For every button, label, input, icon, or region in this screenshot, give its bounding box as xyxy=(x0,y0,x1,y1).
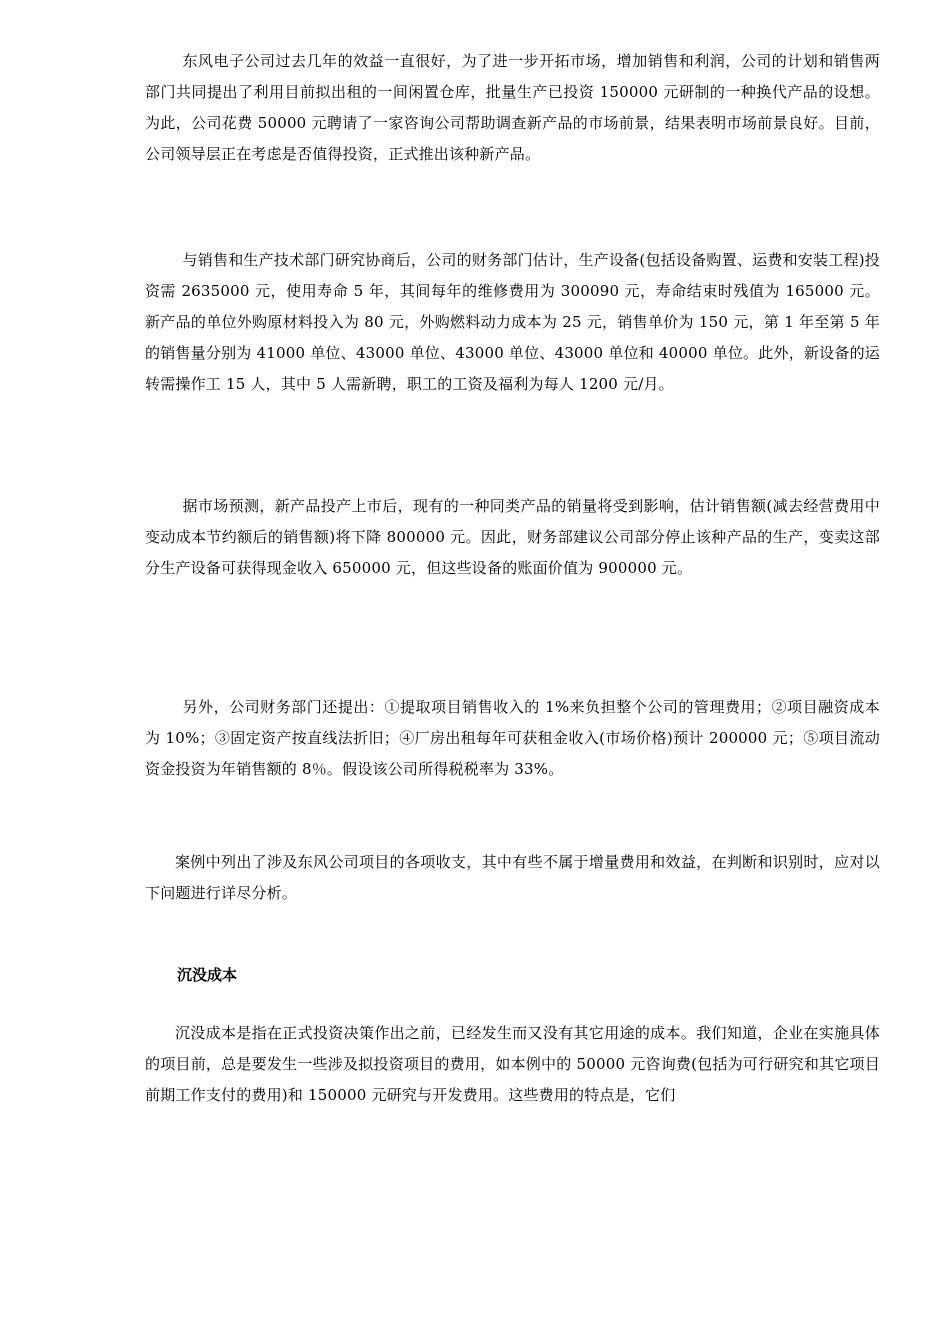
paragraph-sunk-cost-definition: 沉没成本是指在正式投资决策作出之前，已经发生而又没有其它用途的成本。我们知道，企业在实施具体的项目前，总是要发生一些涉及拟投资项目的费用，如本例中的 50000 元咨询费(包括为可行研究和其它项目前期工作支付的费用)和 150000 元研究与开发费用。这些费用的特点是，它们 xyxy=(145,1024,880,1104)
paragraph-finance-assumptions: 另外，公司财务部门还提出：①提取项目销售收入的 1%来负担整个公司的管理费用；②项目融资成本为 10%；③固定资产按直线法折旧；④厂房出租每年可获租金收入(市场价格)预计 200000 元；⑤项目流动资金投资为年销售额的 8％。假设该公司所得税税率为 33%。 xyxy=(145,698,880,778)
section-heading-sunk-cost: 沉没成本 xyxy=(177,966,238,984)
paragraph-equipment-investment: 与销售和生产技术部门研究协商后，公司的财务部门估计，生产设备(包括设备购置、运费和安装工程)投资需 2635000 元，使用寿命 5 年，其间每年的维修费用为 300090 元，寿命结束时残值为 165000 元。新产品的单位外购原材料投入为 80 元，外购燃料动力成本为 25 元，销售单价为 150 元，第 1 年至第 5 年的销售量分别为 41000 单位、43000 单位、43000 单位、43000 单位和 40000 单位。此外，新设备的运转需操作工 15 人，其中 5 人需新聘，职工的工资及福利为每人 1200 元/月。 xyxy=(145,251,880,393)
paragraph-case-analysis-intro: 案例中列出了涉及东风公司项目的各项收支，其中有些不属于增量费用和效益，在判断和识别时，应对以下问题进行详尽分析。 xyxy=(145,853,880,902)
paragraph-company-background: 东风电子公司过去几年的效益一直很好，为了进一步开拓市场，增加销售和利润，公司的计划和销售两部门共同提出了利用目前拟出租的一间闲置仓库，批量生产已投资 150000 元研制的一种换代产品的设想。为此，公司花费 50000 元聘请了一家咨询公司帮助调查新产品的市场前景，结果表明市场前景良好。目前，公司领导层正在考虑是否值得投资，正式推出该种新产品。 xyxy=(145,52,880,163)
paragraph-market-forecast: 据市场预测，新产品投产上市后，现有的一种同类产品的销量将受到影响，估计销售额(减去经营费用中变动成本节约额后的销售额)将下降 800000 元。因此，财务部建议公司部分停止该种产品的生产，变卖这部分生产设备可获得现金收入 650000 元，但这些设备的账面价值为 900000 元。 xyxy=(145,497,880,577)
